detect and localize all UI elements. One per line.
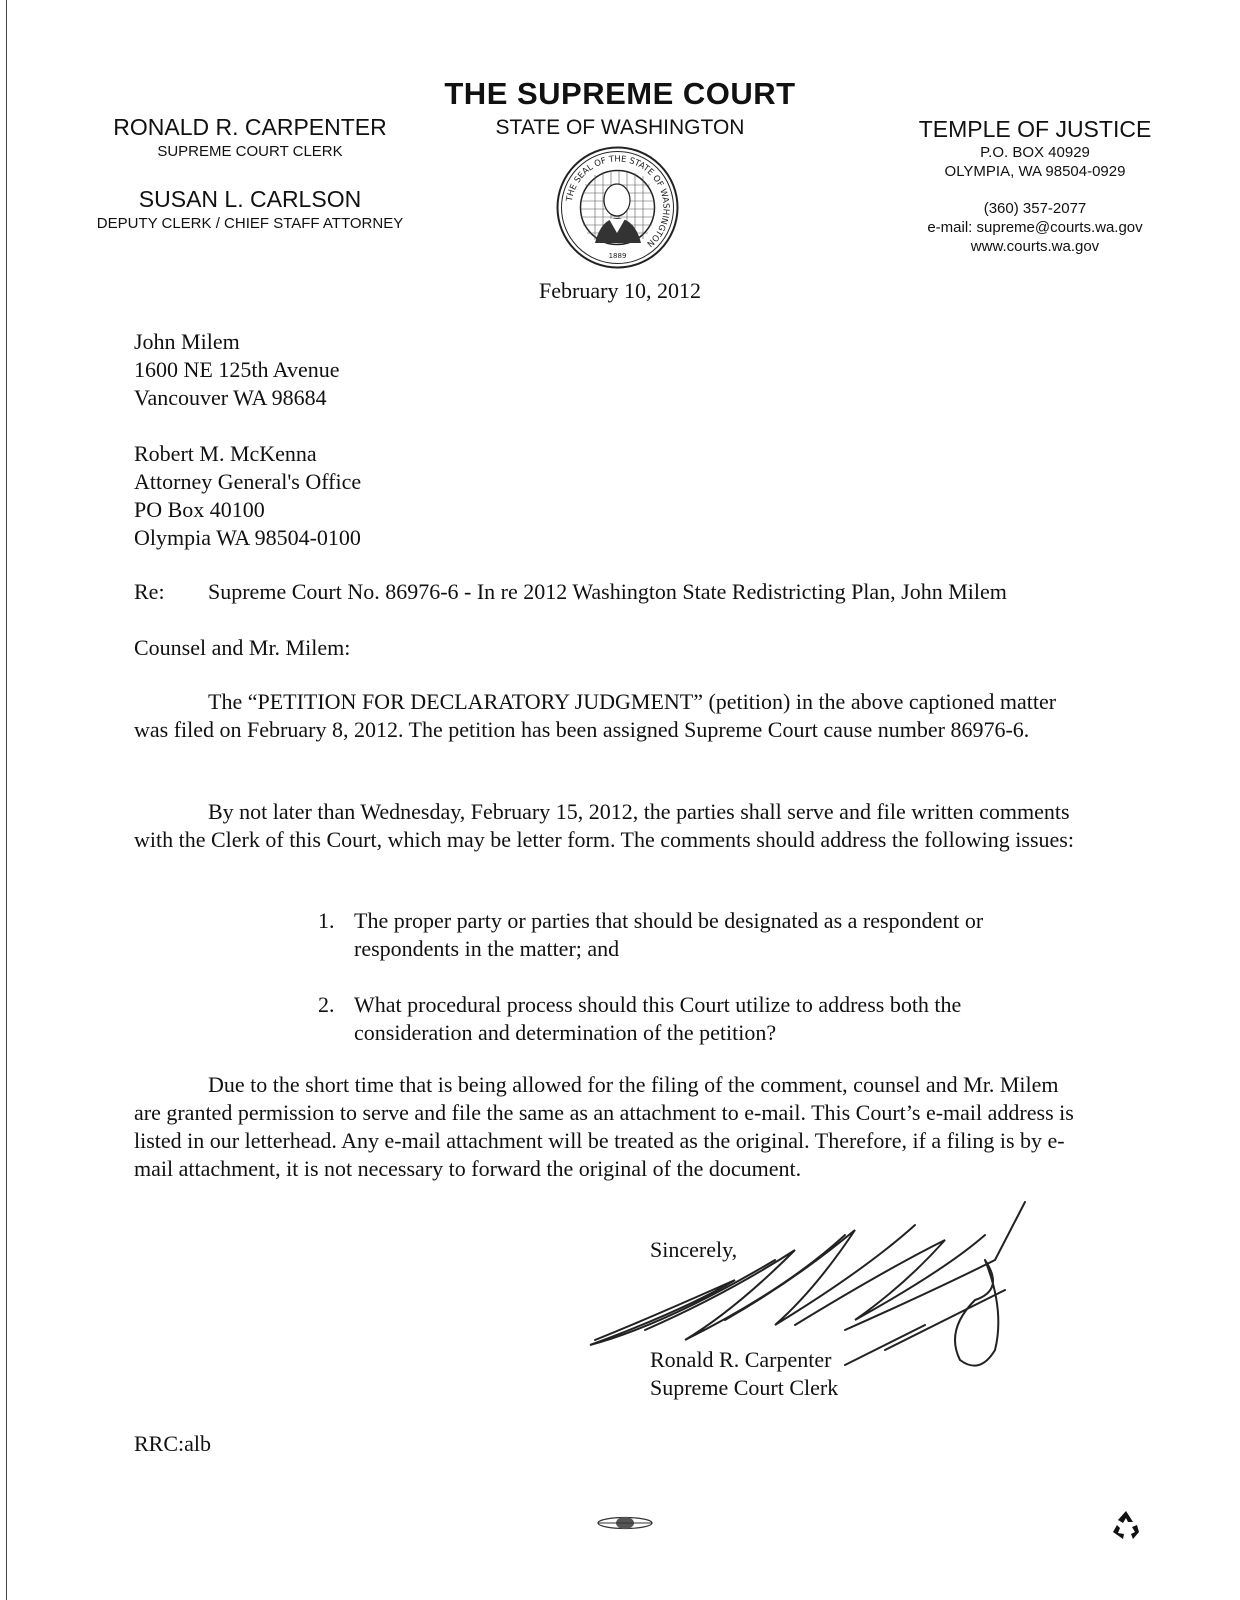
letterhead-address [880, 116, 1190, 256]
seal-year: 1889 [608, 252, 627, 260]
paragraph-text: By not later than Wednesday, February 15, 2012, the parties shall serve and file written comments with the Clerk of this Court, which may be letter form. The comments should address the following issues: [134, 799, 1074, 852]
signer-title: Supreme Court Clerk [650, 1375, 839, 1400]
page-edge-rule [6, 0, 7, 1600]
phone: (360) 357-2077 [983, 200, 1087, 217]
signer-name: Ronald R. Carpenter [650, 1347, 832, 1372]
email: e-mail: supreme@courts.wa.gov [927, 219, 1143, 236]
recipient-address [134, 440, 361, 552]
building-name: TEMPLE OF JUSTICE [918, 116, 1152, 142]
valediction: Sincerely, [650, 1237, 738, 1262]
list-item [318, 907, 1078, 963]
re-subject: Supreme Court No. 86976-6 - In re 2012 Washington State Redistricting Plan, John Milem [208, 579, 1007, 604]
list-item [318, 991, 1078, 1047]
clerk-name: RONALD R. CARPENTER [113, 114, 387, 140]
union-bug-icon [596, 1516, 654, 1530]
list-number: 1. [318, 908, 335, 933]
recipient-line: Robert M. McKenna [134, 441, 317, 466]
salutation: Counsel and Mr. Milem: [134, 635, 351, 660]
recipient-line: PO Box 40100 [134, 497, 265, 522]
court-title: THE SUPREME COURT [444, 76, 796, 111]
recipient-line: 1600 NE 125th Avenue [134, 357, 340, 382]
letterhead-officers [60, 114, 440, 232]
reference-initials: RRC:alb [134, 1431, 212, 1456]
clerk-title: SUPREME COURT CLERK [157, 143, 343, 160]
list-text: What procedural process should this Court utilize to address both the consideration and determination of the petition? [354, 992, 962, 1045]
signer-block [650, 1346, 838, 1402]
recycle-icon [1109, 1508, 1143, 1542]
issues-list [318, 907, 1078, 1075]
deputy-name: SUSAN L. CARLSON [138, 186, 362, 212]
letter-date: February 10, 2012 [539, 278, 701, 303]
city-line: OLYMPIA, WA 98504-0929 [944, 163, 1126, 180]
state-seal-icon [555, 145, 680, 270]
recipient-line: John Milem [134, 329, 240, 354]
website: www.courts.wa.gov [970, 238, 1100, 255]
re-line [134, 578, 1134, 606]
recipient-line: Attorney General's Office [134, 469, 362, 494]
deputy-title: DEPUTY CLERK / CHIEF STAFF ATTORNEY [96, 215, 404, 232]
list-number: 2. [318, 992, 335, 1017]
paragraph [134, 688, 1084, 744]
list-text: The proper party or parties that should be designated as a respondent or respondents in the matter; and [354, 908, 984, 961]
paragraph [134, 798, 1084, 854]
paragraph-text: Due to the short time that is being allowed for the filing of the comment, counsel and Mr. Milem are granted permission to serve and file the same as an attachment to e-mail. This Court’s e-mail address is listed in our letterhead. Any e-mail attachment will be treated as the original. Therefore, if a filing is by e-mail attachment, it is not necessary to forward the original of the document. [134, 1072, 1074, 1181]
paragraph [134, 1071, 1084, 1183]
recipient-line: Vancouver WA 98684 [134, 385, 327, 410]
po-box: P.O. BOX 40929 [980, 144, 1090, 161]
paragraph-text: The “PETITION FOR DECLARATORY JUDGMENT” (petition) in the above captioned matter was filed on February 8, 2012. The petition has been assigned Supreme Court cause number 86976-6. [134, 689, 1057, 742]
re-label: Re: [134, 579, 165, 604]
seal-text: THE SEAL OF THE STATE OF WASHINGTON [564, 154, 671, 249]
court-state: STATE OF WASHINGTON [495, 116, 745, 139]
recipient-line: Olympia WA 98504-0100 [134, 525, 361, 550]
recipient-address [134, 328, 340, 412]
